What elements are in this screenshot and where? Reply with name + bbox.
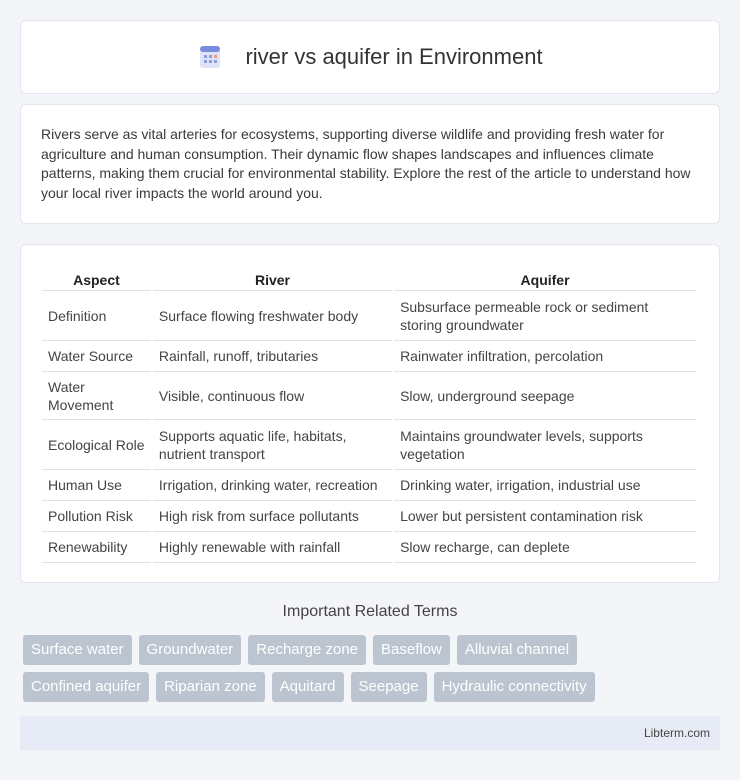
- cell-aspect: Human Use: [42, 470, 151, 501]
- table-row: [42, 341, 696, 372]
- cell-river: Surface flowing freshwater body: [153, 291, 392, 341]
- tag-seepage[interactable]: Seepage: [351, 672, 427, 702]
- header-aspect: Aspect: [42, 265, 151, 291]
- tag-aquitard[interactable]: Aquitard: [272, 672, 344, 702]
- tag-groundwater[interactable]: Groundwater: [139, 635, 242, 665]
- table-row: [42, 532, 696, 563]
- header-aquifer: Aquifer: [394, 265, 696, 291]
- tag-surface-water[interactable]: Surface water: [23, 635, 132, 665]
- intro-card: [20, 104, 720, 224]
- comparison-card: [20, 244, 720, 583]
- cell-river: Rainfall, runoff, tributaries: [153, 341, 392, 372]
- footer-site-link[interactable]: Libterm.com: [643, 726, 710, 740]
- tag-recharge-zone[interactable]: Recharge zone: [248, 635, 366, 665]
- related-tags-row: [23, 635, 723, 665]
- tag-hydraulic-connectivity[interactable]: Hydraulic connectivity: [434, 672, 595, 702]
- tag-confined-aquifer[interactable]: Confined aquifer: [23, 672, 149, 702]
- cell-aquifer: Drinking water, irrigation, industrial use: [394, 470, 696, 501]
- cell-aquifer: Lower but persistent contamination risk: [394, 501, 696, 532]
- cell-aquifer: Subsurface permeable rock or sediment storing groundwater: [394, 291, 696, 341]
- table-header-row: [42, 265, 696, 291]
- cell-aquifer: Maintains groundwater levels, supports vegetation: [394, 420, 696, 470]
- spreadsheet-icon: [197, 44, 223, 70]
- table-row: [42, 501, 696, 532]
- cell-river: Visible, continuous flow: [153, 372, 392, 420]
- cell-aspect: Water Movement: [42, 372, 151, 420]
- related-terms-title: Important Related Terms: [282, 603, 458, 620]
- cell-aspect: Definition: [42, 291, 151, 341]
- table-row: [42, 372, 696, 420]
- tag-baseflow[interactable]: Baseflow: [373, 635, 450, 665]
- related-tags-row: [23, 672, 723, 702]
- tag-riparian-zone[interactable]: Riparian zone: [156, 672, 265, 702]
- cell-river: High risk from surface pollutants: [153, 501, 392, 532]
- cell-aquifer: Rainwater infiltration, percolation: [394, 341, 696, 372]
- cell-aspect: Ecological Role: [42, 420, 151, 470]
- tag-alluvial-channel[interactable]: Alluvial channel: [457, 635, 577, 665]
- footer: [20, 716, 720, 750]
- cell-aquifer: Slow, underground seepage: [394, 372, 696, 420]
- cell-river: Irrigation, drinking water, recreation: [153, 470, 392, 501]
- cell-aspect: Renewability: [42, 532, 151, 563]
- cell-aspect: Water Source: [42, 341, 151, 372]
- cell-river: Highly renewable with rainfall: [153, 532, 392, 563]
- page-title: river vs aquifer in Environment: [245, 44, 543, 69]
- cell-aquifer: Slow recharge, can deplete: [394, 532, 696, 563]
- intro-text: Rivers serve as vital arteries for ecosystems, supporting diverse wildlife and providing fresh water for agriculture and human consumption. Their dynamic flow shapes landscapes and influences climate patterns, making them crucial for environmental stability. Explore the rest of the article to understand how your local river impacts the world around you.: [41, 126, 691, 201]
- cell-river: Supports aquatic life, habitats, nutrient transport: [153, 420, 392, 470]
- table-row: [42, 420, 696, 470]
- comparison-table: [40, 265, 698, 563]
- header-river: River: [153, 265, 392, 291]
- table-row: [42, 470, 696, 501]
- title-card: [20, 20, 720, 94]
- cell-aspect: Pollution Risk: [42, 501, 151, 532]
- table-row: [42, 291, 696, 341]
